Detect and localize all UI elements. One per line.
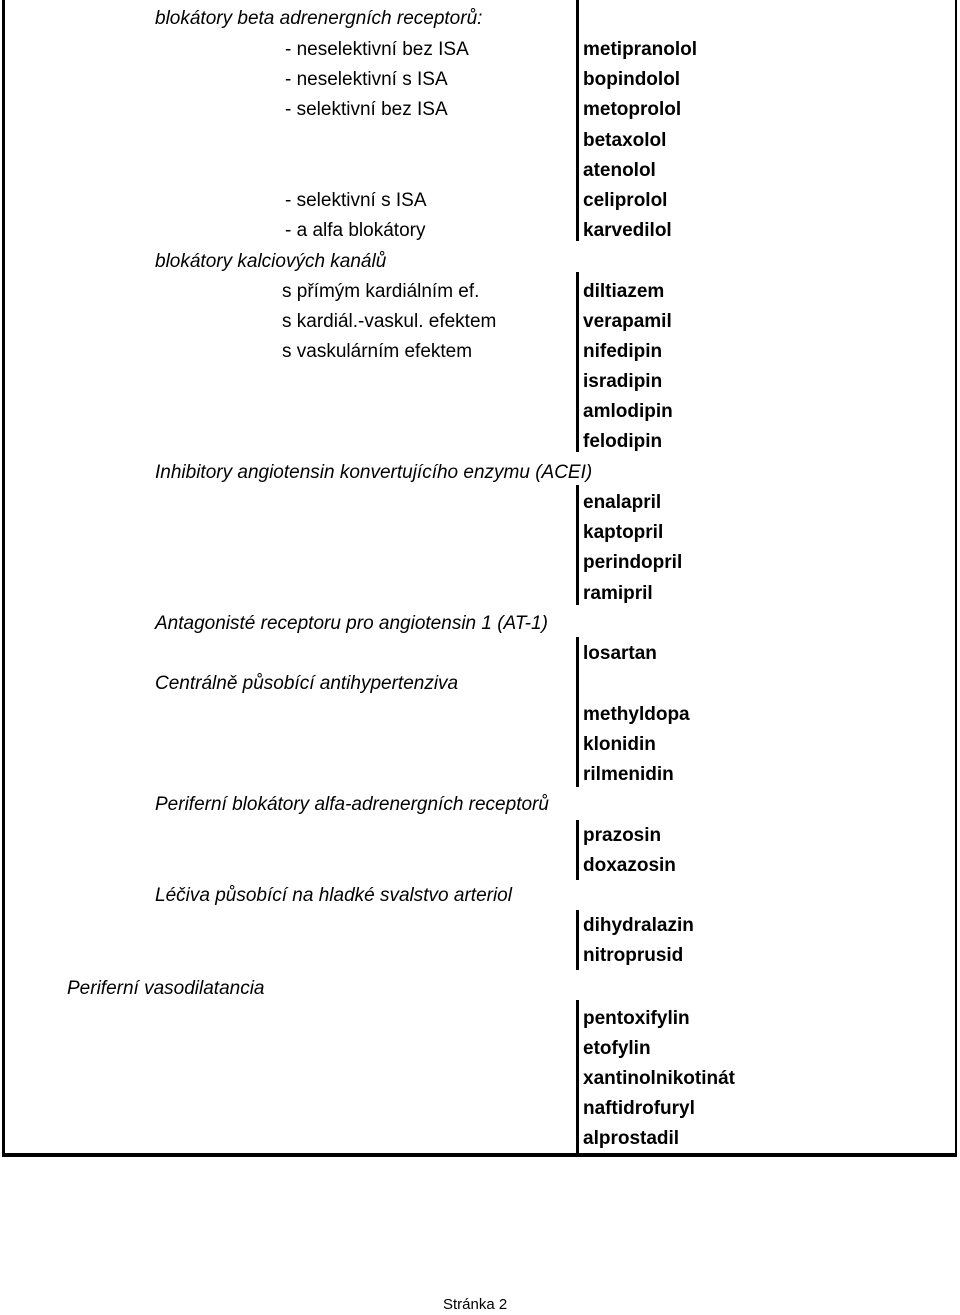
drug-name: metipranolol [583, 39, 698, 60]
drug-name: klonidin [583, 734, 656, 755]
subcategory-label: - selektivní s ISA [285, 190, 427, 211]
drug-name: amlodipin [583, 401, 673, 422]
column-divider [576, 637, 579, 667]
drug-name: nitroprusid [583, 945, 684, 966]
bottom-border [2, 1153, 957, 1157]
drug-name: naftidrofuryl [583, 1098, 695, 1119]
column-divider [576, 485, 579, 605]
drug-name: doxazosin [583, 855, 676, 876]
subcategory-label: - a alfa blokátory [285, 220, 426, 241]
drug-name: ramipril [583, 583, 653, 604]
drug-name: metoprolol [583, 99, 682, 120]
subcategory-label: s kardiál.-vaskul. efektem [282, 311, 497, 332]
drug-name: dihydralazin [583, 915, 694, 936]
drug-name: etofylin [583, 1038, 651, 1059]
drug-name: karvedilol [583, 220, 672, 241]
column-divider [576, 667, 579, 787]
drug-name: nifedipin [583, 341, 663, 362]
drug-name: enalapril [583, 492, 662, 513]
subcategory-label: - neselektivní bez ISA [285, 39, 469, 60]
section-heading: Periferní blokátory alfa-adrenergních receptorů [155, 794, 549, 815]
subcategory-label: s přímým kardiálním ef. [282, 281, 480, 302]
drug-name: isradipin [583, 371, 663, 392]
drug-name: verapamil [583, 311, 672, 332]
drug-name: alprostadil [583, 1128, 680, 1149]
drug-name: rilmenidin [583, 764, 674, 785]
section-heading: blokátory kalciových kanálů [155, 251, 387, 272]
column-divider [576, 820, 579, 880]
subcategory-label: s vaskulárním efektem [282, 341, 473, 362]
drug-name: atenolol [583, 160, 656, 181]
column-divider [576, 272, 579, 452]
drug-name: betaxolol [583, 130, 667, 151]
drug-name: prazosin [583, 825, 662, 846]
section-heading: blokátory beta adrenergních receptorů: [155, 8, 483, 29]
drug-name: losartan [583, 643, 657, 664]
subcategory-label: - selektivní bez ISA [285, 99, 448, 120]
page-number: Stránka 2 [443, 1296, 508, 1313]
drug-name: felodipin [583, 431, 663, 452]
drug-name: methyldopa [583, 704, 690, 725]
section-heading: Inhibitory angiotensin konvertujícího enzymu (ACEI) [155, 462, 593, 483]
column-divider [576, 0, 579, 241]
right-border [955, 0, 957, 1157]
section-heading: Centrálně působící antihypertenziva [155, 673, 459, 694]
drug-name: diltiazem [583, 281, 665, 302]
drug-name: kaptopril [583, 522, 664, 543]
section-heading: Periferní vasodilatancia [67, 978, 265, 999]
drug-name: bopindolol [583, 69, 681, 90]
section-heading: Léčiva působící na hladké svalstvo arteriol [155, 885, 512, 906]
column-divider [576, 910, 579, 970]
left-border [2, 0, 5, 1157]
drug-name: perindopril [583, 552, 683, 573]
drug-name: celiprolol [583, 190, 668, 211]
section-heading: Antagonisté receptoru pro angiotensin 1 (AT-1) [155, 613, 548, 634]
column-divider [576, 1000, 579, 1155]
drug-name: pentoxifylin [583, 1008, 690, 1029]
drug-name: xantinolnikotinát [583, 1068, 735, 1089]
subcategory-label: - neselektivní s ISA [285, 69, 448, 90]
